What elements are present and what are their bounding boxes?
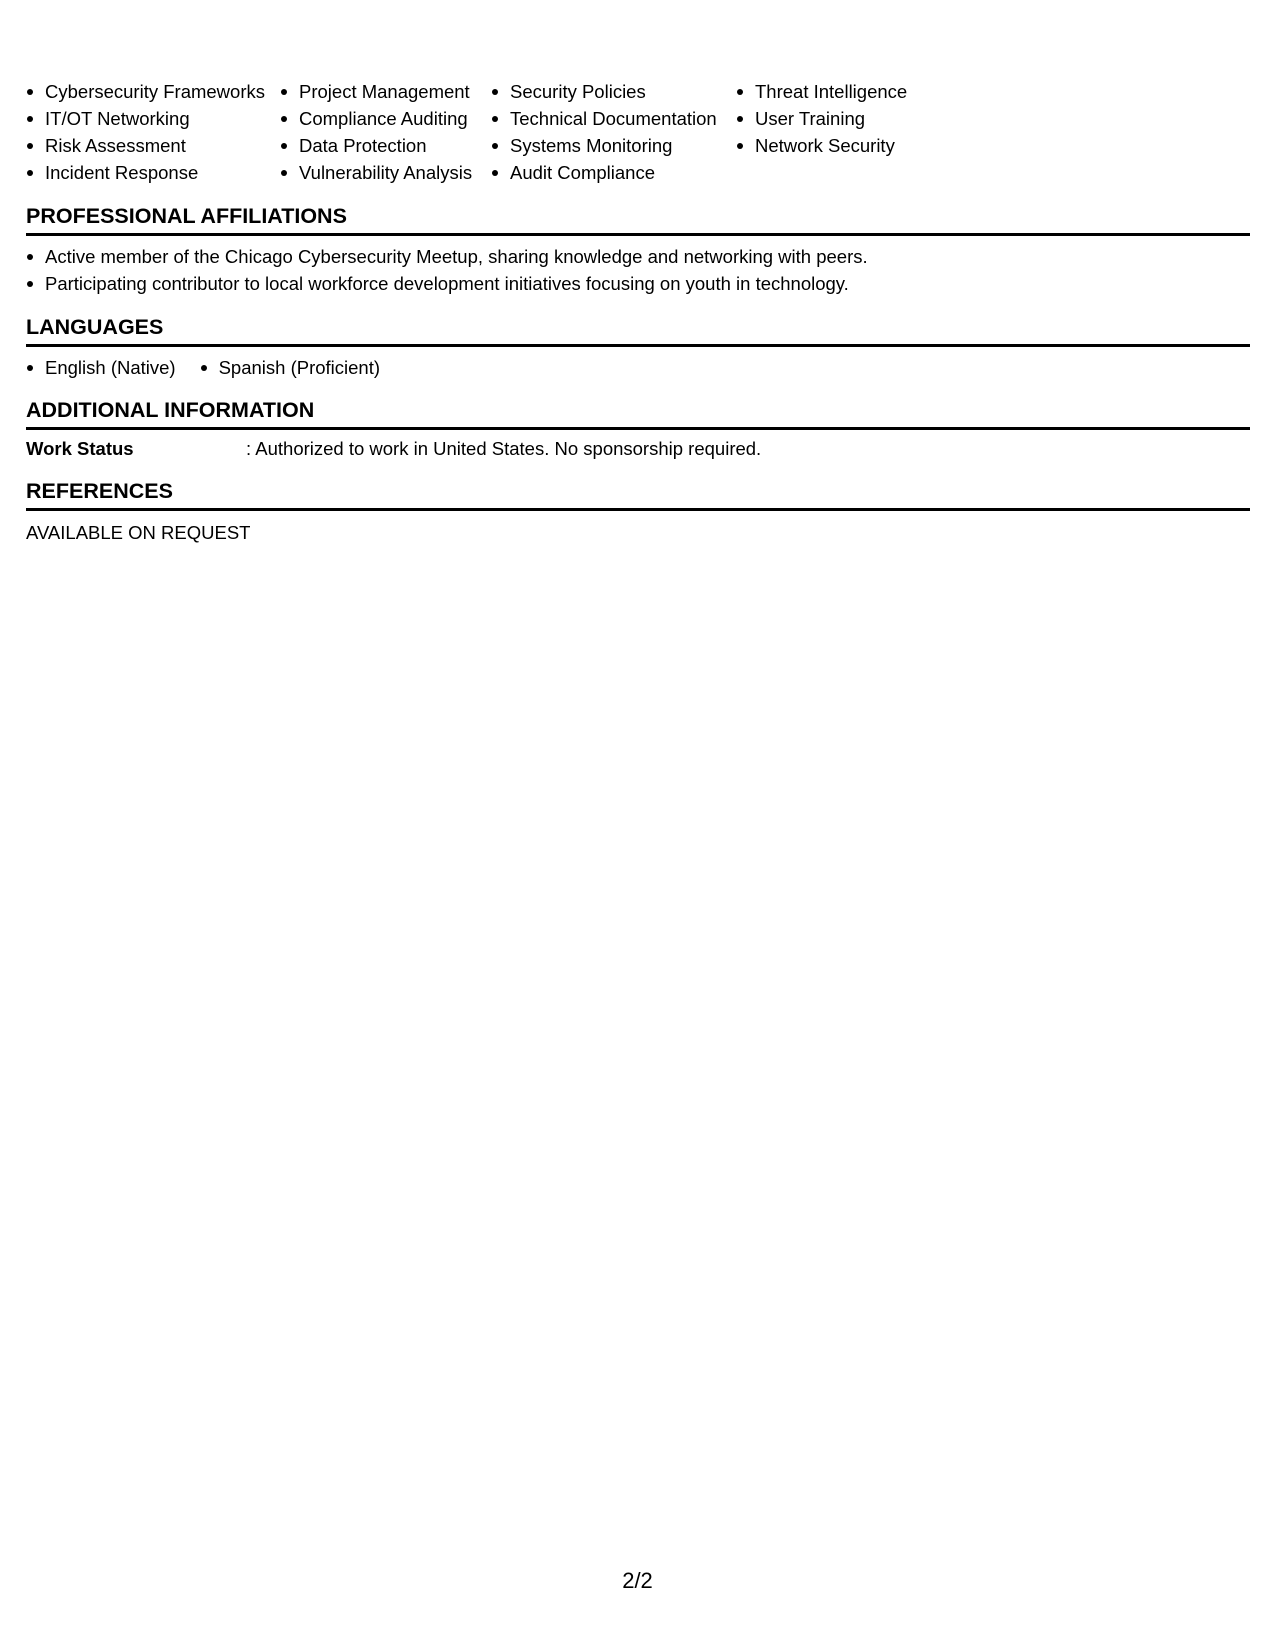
skills-column-3	[491, 78, 736, 186]
skills-grid	[26, 78, 996, 186]
skill-item: Audit Compliance	[491, 159, 736, 186]
language-item: English (Native)	[26, 354, 176, 381]
affiliation-item: Participating contributor to local workforce development initiatives focusing on youth in technology.	[26, 270, 1250, 297]
affiliations-title: PROFESSIONAL AFFILIATIONS	[26, 202, 1250, 236]
language-item: Spanish (Proficient)	[200, 354, 380, 381]
skills-column-4	[736, 78, 996, 186]
work-status-label: Work Status	[26, 438, 134, 459]
skill-item: Data Protection	[280, 132, 491, 159]
references-section	[26, 477, 1250, 546]
page-number: 2/2	[622, 1568, 653, 1593]
skill-item: Project Management	[280, 78, 491, 105]
skill-item: Risk Assessment	[26, 132, 280, 159]
affiliation-item: Active member of the Chicago Cybersecurity Meetup, sharing knowledge and networking with peers.	[26, 243, 1250, 270]
skill-item: Compliance Auditing	[280, 105, 491, 132]
skill-item: Security Policies	[491, 78, 736, 105]
skill-item: IT/OT Networking	[26, 105, 280, 132]
skill-item: Technical Documentation	[491, 105, 736, 132]
languages-title: LANGUAGES	[26, 313, 1250, 347]
affiliations-section	[26, 202, 1250, 297]
work-status-row	[26, 435, 1250, 462]
languages-list	[26, 354, 1250, 381]
additional-info-section	[26, 396, 1250, 462]
additional-info-title: ADDITIONAL INFORMATION	[26, 396, 1250, 430]
skills-column-1	[26, 78, 280, 186]
skill-item: Network Security	[736, 132, 996, 159]
references-text: AVAILABLE ON REQUEST	[26, 522, 251, 543]
skill-item: User Training	[736, 105, 996, 132]
work-status-value: : Authorized to work in United States. No sponsorship required.	[246, 438, 762, 459]
languages-section	[26, 313, 1250, 381]
skill-item: Systems Monitoring	[491, 132, 736, 159]
skill-item: Vulnerability Analysis	[280, 159, 491, 186]
skill-item: Incident Response	[26, 159, 280, 186]
affiliations-list	[26, 243, 1250, 297]
skill-item: Threat Intelligence	[736, 78, 996, 105]
skills-column-2	[280, 78, 491, 186]
references-title: REFERENCES	[26, 477, 1250, 511]
skill-item: Cybersecurity Frameworks	[26, 78, 280, 105]
